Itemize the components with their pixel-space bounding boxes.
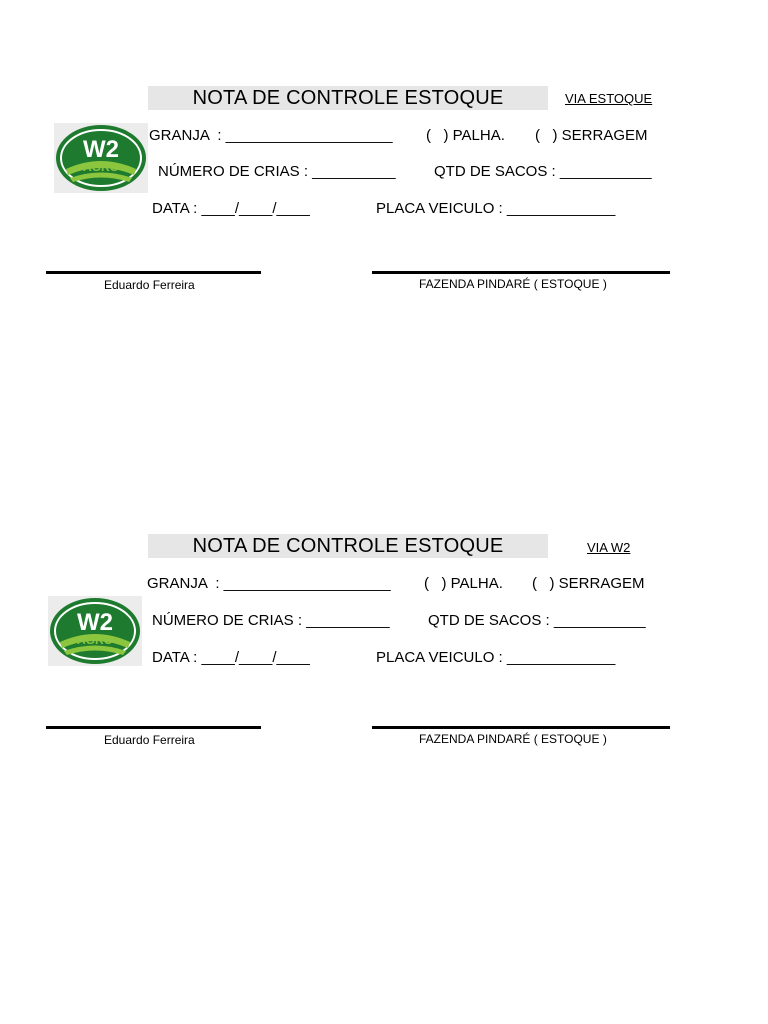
- form-title: NOTA DE CONTROLE ESTOQUE: [192, 87, 504, 109]
- palha-option: ( ) PALHA.: [426, 127, 505, 144]
- data-field: DATA : ____/____/____: [152, 649, 310, 666]
- granja-field: GRANJA : ____________________: [147, 575, 391, 592]
- w2-agro-logo: [54, 123, 148, 193]
- numero-crias-field: NÚMERO DE CRIAS : __________: [158, 163, 396, 180]
- signature-name-left: Eduardo Ferreira: [104, 278, 195, 292]
- numero-crias-field: NÚMERO DE CRIAS : __________: [152, 612, 390, 629]
- signature-line-left: [46, 726, 261, 729]
- signature-line-left: [46, 271, 261, 274]
- placa-veiculo-field: PLACA VEICULO : _____________: [376, 200, 616, 217]
- qtd-sacos-field: QTD DE SACOS : ___________: [434, 163, 652, 180]
- signature-name-left: Eduardo Ferreira: [104, 733, 195, 747]
- via-label: VIA ESTOQUE: [565, 91, 653, 106]
- logo-word-agro: AGRO: [77, 633, 113, 647]
- signature-line-right: [372, 726, 670, 729]
- placa-veiculo-field: PLACA VEICULO : _____________: [376, 649, 616, 666]
- title-bar: [148, 534, 548, 558]
- via-label: VIA W2: [587, 540, 631, 555]
- granja-field: GRANJA : ____________________: [149, 127, 393, 144]
- form-title: NOTA DE CONTROLE ESTOQUE: [192, 535, 504, 557]
- qtd-sacos-field: QTD DE SACOS : ___________: [428, 612, 646, 629]
- signature-line-right: [372, 271, 670, 274]
- palha-option: ( ) PALHA.: [424, 575, 503, 592]
- w2-agro-logo: [48, 596, 142, 666]
- signature-name-right: FAZENDA PINDARÉ ( ESTOQUE ): [419, 732, 607, 746]
- data-field: DATA : ____/____/____: [152, 200, 310, 217]
- serragem-option: ( ) SERRAGEM: [532, 575, 645, 592]
- signature-name-right: FAZENDA PINDARÉ ( ESTOQUE ): [419, 277, 607, 291]
- logo-word-w2: W2: [77, 609, 113, 636]
- logo-word-w2: W2: [83, 136, 119, 163]
- logo-word-agro: AGRO: [83, 160, 119, 174]
- serragem-option: ( ) SERRAGEM: [535, 127, 648, 144]
- title-bar: [148, 86, 548, 110]
